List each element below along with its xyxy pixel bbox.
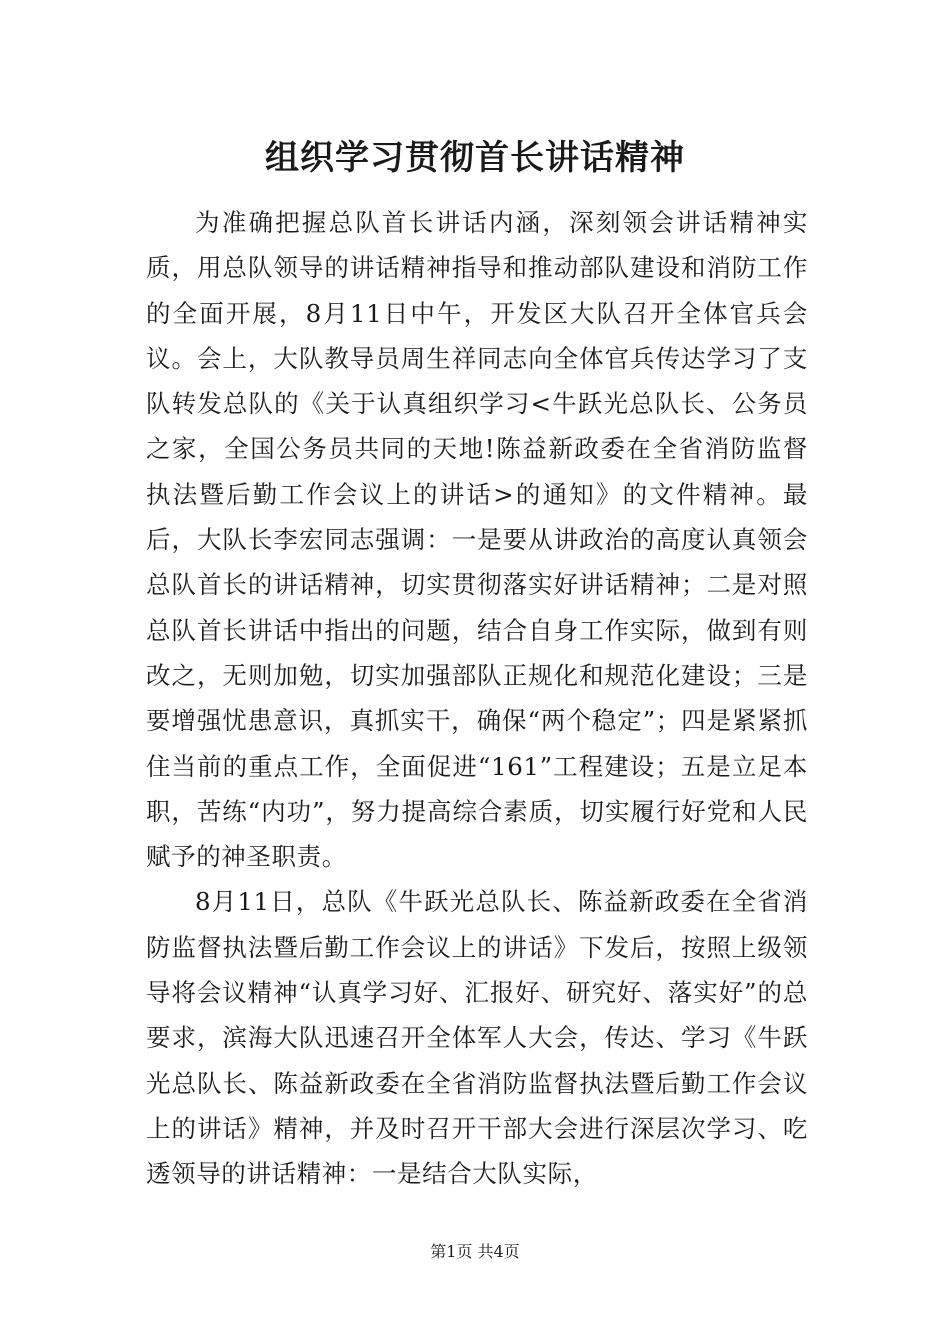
document-title: 组织学习贯彻首长讲话精神 xyxy=(265,138,685,178)
paragraph-1: 为准确把握总队首长讲话内涵，深刻领会讲话精神实质，用总队领导的讲话精神指导和推动部队建设和消防工作的全面开展，8月11日中午，开发区大队召开全体官兵会议。会上，大队教导员周生祥同志向全体官兵传达学习了支队转发总队的《关于认真组织学习<牛跃光总队长、公务员之家，全国公务员共同的天地!陈益新政委在全省消防监督执法暨后勤工作会议上的讲话>的通知》的文件精神。最后，大队长李宏同志强调：一是要从讲政治的高度认真领会总队首长的讲话精神，切实贯彻落实好讲话精神；二是对照总队首长讲话中指出的问题，结合自身工作实际，做到有则改之，无则加勉，切实加强部队正规化和规范化建设；三是要增强忧患意识，真抓实干，确保“两个稳定”；四是紧紧抓住当前的重点工作，全面促进“161”工程建设；五是立足本职，苦练“内功”，努力提高综合素质，切实履行好党和人民赋予的神圣职责。 xyxy=(146,208,808,872)
paragraph-2: 8月11日，总队《牛跃光总队长、陈益新政委在全省消防监督执法暨后勤工作会议上的讲话》下发后，按照上级领导将会议精神“认真学习好、汇报好、研究好、落实好”的总要求，滨海大队迅速召开全体军人大会，传达、学习《牛跃光总队长、陈益新政委在全省消防监督执法暨后勤工作会议上的讲话》精神，并及时召开干部大会进行深层次学习、吃透领导的讲话精神：一是结合大队实际， xyxy=(146,887,808,1189)
page-number-footer: 第1页 共4页 xyxy=(430,1242,520,1261)
document-body xyxy=(146,200,808,1197)
